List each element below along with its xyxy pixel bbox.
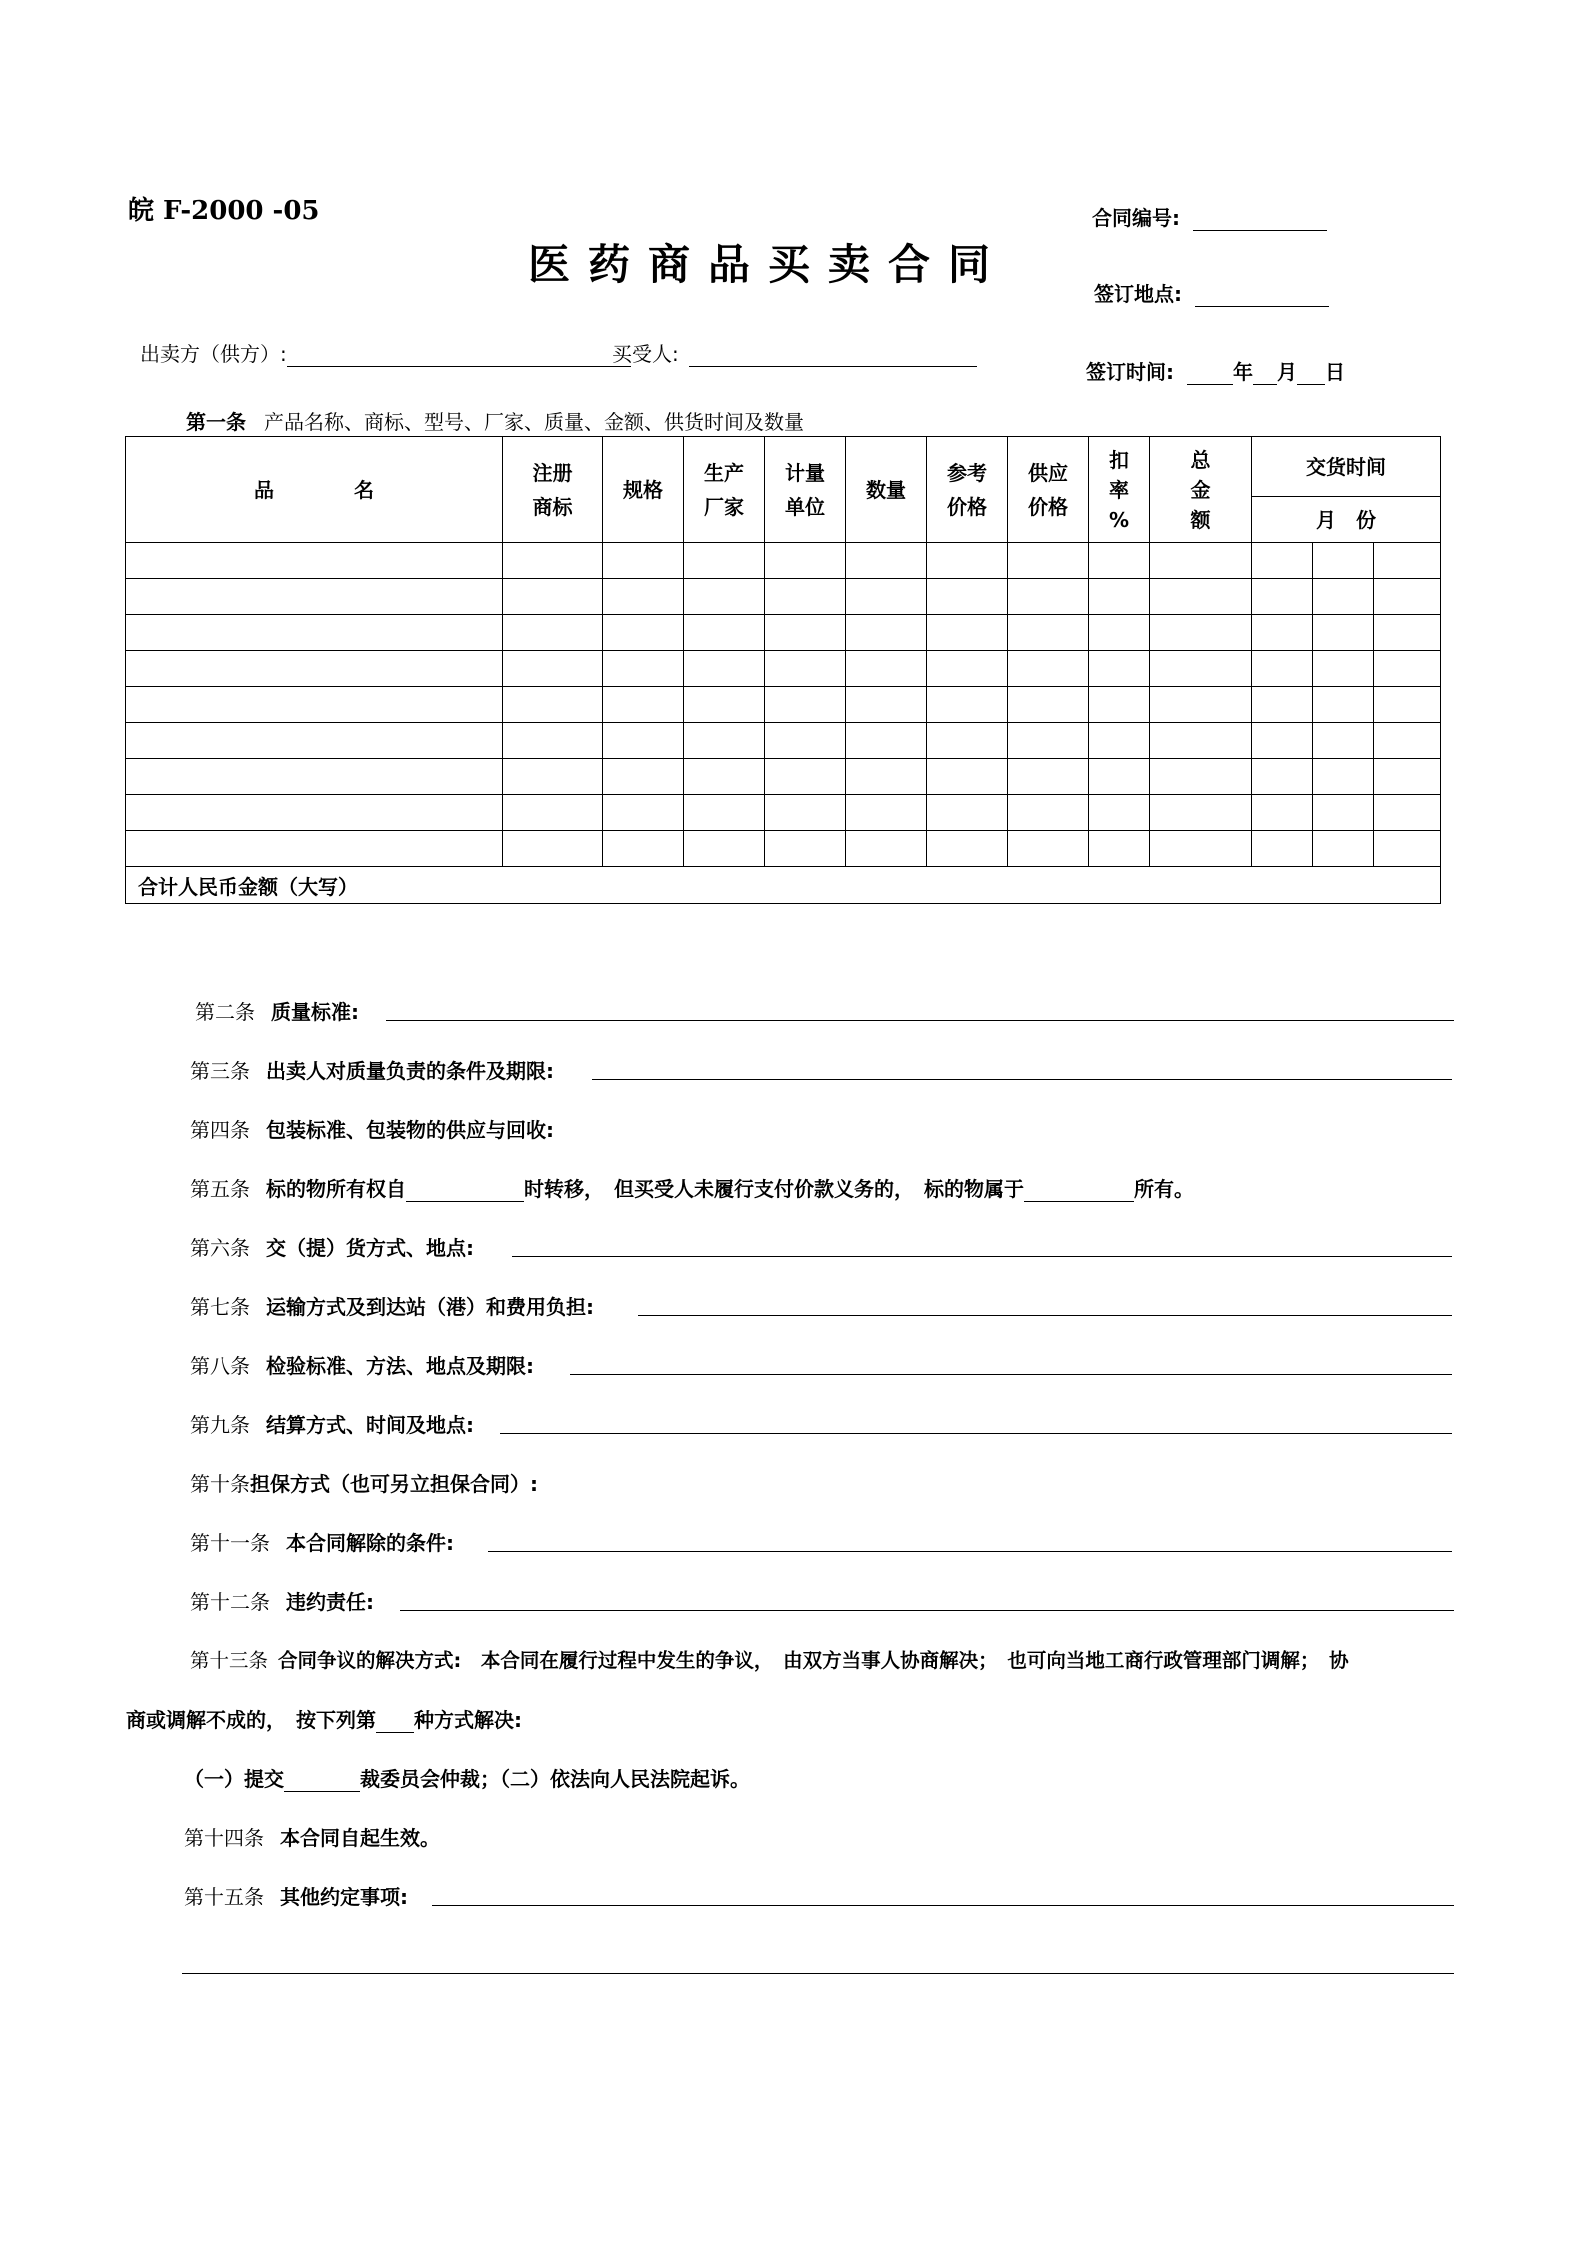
clause-8-line[interactable] <box>570 1374 1452 1375</box>
clause-9-text: 结算方式、时间及地点: <box>266 1413 474 1437</box>
clause-10-number: 第十条 <box>190 1472 250 1496</box>
clause-3-text: 出卖人对质量负责的条件及期限: <box>266 1059 554 1083</box>
clause-2 <box>195 996 359 1025</box>
sign-time-row <box>1086 356 1345 385</box>
clause-11 <box>190 1527 454 1556</box>
clause-2-text: 质量标准: <box>271 1000 359 1024</box>
clause-6-line[interactable] <box>512 1256 1452 1257</box>
sign-month-field[interactable] <box>1253 362 1277 385</box>
buyer-field[interactable] <box>689 344 977 367</box>
clause-5-text-a: 标的物所有权自 <box>266 1177 406 1201</box>
clause-3-line[interactable] <box>592 1079 1452 1080</box>
clause-13-text: 合同争议的解决方式: 本合同在履行过程中发生的争议， 由双方当事人协商解决； 也可向当地工商行政管理部门调解； 协 <box>278 1649 1349 1672</box>
clause-11-line[interactable] <box>488 1551 1452 1552</box>
clause-10 <box>190 1468 538 1497</box>
seller-field[interactable] <box>287 344 631 367</box>
clause-14 <box>184 1822 440 1851</box>
col-header-delivery: 交货时间 <box>1252 437 1441 497</box>
clause-7-number: 第七条 <box>190 1295 250 1319</box>
document-title: 医药商品买卖合同 <box>528 240 1009 289</box>
contract-number-row <box>1092 202 1327 231</box>
clause-12 <box>190 1586 374 1615</box>
clause-13-options <box>184 1763 750 1792</box>
clause-12-text: 违约责任: <box>286 1590 374 1614</box>
form-code: 皖 F-2000 -05 <box>128 196 320 226</box>
table-row <box>126 759 1441 795</box>
clause-6 <box>190 1232 474 1261</box>
seller-row <box>140 338 631 367</box>
sign-time-label: 签订时间: <box>1086 360 1174 384</box>
arbitration-commission-field[interactable] <box>284 1769 360 1792</box>
article-1-number: 第一条 <box>186 410 246 434</box>
clause-7-line[interactable] <box>638 1315 1452 1316</box>
clause-14-number: 第十四条 <box>184 1826 264 1850</box>
table-row <box>126 831 1441 867</box>
clause-13-number: 第十三条 <box>190 1649 269 1672</box>
total-amount-row[interactable]: 合计人民币金额（大写） <box>126 867 1441 904</box>
clause-9-number: 第九条 <box>190 1413 250 1437</box>
clause-7-text: 运输方式及到达站（港）和费用负担: <box>266 1295 594 1319</box>
clause-13 <box>190 1645 1349 1673</box>
clause-3-number: 第三条 <box>190 1059 250 1083</box>
clause-9 <box>190 1409 474 1438</box>
month-label: 月 <box>1276 360 1297 384</box>
day-label: 日 <box>1324 360 1345 384</box>
sign-place-label: 签订地点: <box>1094 282 1182 306</box>
buyer-label: 买受人: <box>612 342 679 366</box>
table-row <box>126 579 1441 615</box>
contract-number-label: 合同编号: <box>1092 206 1180 230</box>
table-row <box>126 543 1441 579</box>
table-row <box>126 687 1441 723</box>
seller-label: 出卖方（供方）: <box>140 342 287 366</box>
col-header-spec: 规格 <box>603 437 684 543</box>
sign-place-field[interactable] <box>1195 284 1329 307</box>
clause-5-text-b: 时转移， 但买受人未履行支付价款义务的， 标的物属于 <box>524 1177 1024 1201</box>
clause-13-text-cont-b: 种方式解决: <box>414 1708 522 1732</box>
sign-year-field[interactable] <box>1187 362 1233 385</box>
col-header-brand: 注册 商标 <box>503 437 603 543</box>
clause-3 <box>190 1055 554 1084</box>
clause-13-continued <box>126 1704 522 1733</box>
clause-15-extra-line[interactable] <box>182 1973 1454 1974</box>
article-1-text: 产品名称、商标、型号、厂家、质量、金额、供货时间及数量 <box>264 410 804 434</box>
clause-11-number: 第十一条 <box>190 1531 270 1555</box>
clause-12-line[interactable] <box>400 1610 1454 1611</box>
clause-8-text: 检验标准、方法、地点及期限: <box>266 1354 534 1378</box>
buyer-row <box>612 338 977 367</box>
clause-4-number: 第四条 <box>190 1118 250 1142</box>
clause-13-option-b: 裁委员会仲裁；（二）依法向人民法院起诉。 <box>360 1767 750 1791</box>
clause-13-method-field[interactable] <box>376 1710 414 1733</box>
col-header-maker: 生产 厂家 <box>684 437 765 543</box>
clause-13-option-a: （一）提交 <box>184 1767 284 1791</box>
clause-5-transfer-field[interactable] <box>406 1179 524 1202</box>
contract-number-field[interactable] <box>1193 208 1327 231</box>
col-header-month: 月 份 <box>1252 497 1441 543</box>
table-row <box>126 795 1441 831</box>
col-header-total: 总 金 额 <box>1150 437 1252 543</box>
year-label: 年 <box>1232 360 1253 384</box>
col-header-name: 品 名 <box>126 437 503 543</box>
clause-5-text-c: 所有。 <box>1134 1177 1194 1201</box>
clause-15 <box>184 1881 408 1910</box>
table-row <box>126 615 1441 651</box>
sign-place-row <box>1094 278 1329 307</box>
table-row <box>126 723 1441 759</box>
clause-12-number: 第十二条 <box>190 1590 270 1614</box>
col-header-ref-price: 参考 价格 <box>927 437 1008 543</box>
col-header-quantity: 数量 <box>846 437 927 543</box>
clause-5-number: 第五条 <box>190 1177 250 1201</box>
clause-15-line[interactable] <box>432 1905 1454 1906</box>
clause-2-number: 第二条 <box>195 1000 255 1024</box>
clause-15-text: 其他约定事项: <box>280 1885 408 1909</box>
clause-13-text-cont-a: 商或调解不成的， 按下列第 <box>126 1708 376 1732</box>
goods-table <box>125 436 1441 904</box>
clause-4 <box>190 1114 554 1143</box>
clause-7 <box>190 1291 594 1320</box>
clause-6-number: 第六条 <box>190 1236 250 1260</box>
clause-2-line[interactable] <box>386 1020 1454 1021</box>
clause-14-text: 本合同自起生效。 <box>280 1826 440 1850</box>
article-1 <box>186 406 804 435</box>
clause-11-text: 本合同解除的条件: <box>286 1531 454 1555</box>
col-header-supply-price: 供应 价格 <box>1008 437 1089 543</box>
clause-10-text: 担保方式（也可另立担保合同）: <box>250 1472 538 1496</box>
clause-9-line[interactable] <box>500 1433 1452 1434</box>
col-header-discount: 扣 率 % <box>1089 437 1150 543</box>
clause-5 <box>190 1173 1194 1202</box>
clause-8 <box>190 1350 534 1379</box>
clause-4-text: 包装标准、包装物的供应与回收: <box>266 1118 554 1142</box>
clause-6-text: 交（提）货方式、地点: <box>266 1236 474 1260</box>
col-header-unit: 计量 单位 <box>765 437 846 543</box>
clause-15-number: 第十五条 <box>184 1885 264 1909</box>
clause-8-number: 第八条 <box>190 1354 250 1378</box>
table-row <box>126 651 1441 687</box>
sign-day-field[interactable] <box>1297 362 1325 385</box>
clause-5-owner-field[interactable] <box>1024 1179 1134 1202</box>
